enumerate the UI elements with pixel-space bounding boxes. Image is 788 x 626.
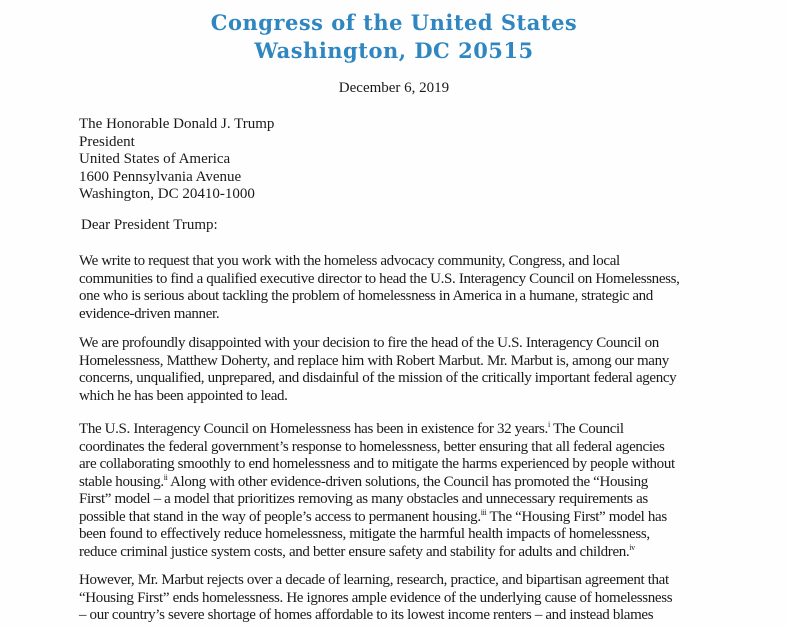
address-line: The Honorable Donald J. Trump (79, 116, 275, 132)
paragraph-1 (79, 253, 784, 323)
footnote-ref: iii (480, 507, 487, 517)
footnote-ref: iv (629, 542, 635, 552)
text-line: concerns, unqualified, unprepared, and disdainful of the mission of the critically important federal agency (79, 370, 677, 386)
text-line: evidence-driven manner. (79, 305, 220, 322)
text-line: been found to effectively reduce homelessness, mitigate the harmful health impacts of homelessness, (79, 526, 650, 542)
text-segment: stable housing. (79, 473, 164, 490)
recipient-address (79, 116, 274, 204)
text-line: We write to request that you work with the homeless advocacy community, Congress, and local (79, 253, 620, 269)
paragraph-3 (79, 421, 784, 561)
text-line (79, 421, 784, 439)
text-line: one who is serious about tackling the problem of homelessness in America in a humane, strategic and (79, 288, 653, 304)
text-segment: The Council (549, 421, 624, 437)
address-line: Washington, DC 20410-1000 (79, 186, 255, 202)
text-segment: possible that stand in the way of people’s access to permanent housing. (79, 508, 481, 525)
text-segment: The U.S. Interagency Council on Homelessness has been in existence for 32 years. (79, 421, 548, 437)
text-segment: reduce criminal justice system costs, and better ensure safety and stability for adults and children. (79, 543, 630, 560)
letter-date: December 6, 2019 (338, 80, 450, 96)
text-line: communities to find a qualified executive director to head the U.S. Interagency Council on Homelessness, (79, 270, 680, 287)
text-segment: The “Housing First” model has (486, 508, 667, 525)
paragraph-2 (79, 335, 784, 405)
address-line: 1600 Pennsylvania Avenue (79, 168, 242, 185)
text-line: are collaborating smoothly to end homelessness and to mitigate the harms experienced by people without (79, 456, 675, 472)
salutation: Dear President Trump: (81, 217, 218, 233)
address-line: President (79, 133, 135, 150)
text-line (79, 544, 784, 562)
footnote-ref: ii (163, 472, 168, 482)
letterhead-title: Congress of the United States (210, 10, 578, 35)
text-line: coordinates the federal government’s response to homelessness, better ensuring that all federal agencies (79, 438, 665, 455)
paragraph-4 (79, 572, 784, 625)
text-line: However, Mr. Marbut rejects over a decade of learning, research, practice, and bipartisan agreement that (79, 572, 669, 588)
text-line: We are profoundly disappointed with your decision to fire the head of the U.S. Interagency Council on (79, 335, 659, 351)
text-line: which he has been appointed to lead. (79, 387, 288, 404)
text-line: First” model – a model that prioritizes removing as many obstacles and unnecessary requirements as (79, 491, 648, 507)
text-line (79, 509, 784, 527)
text-line: “Housing First” ends homelessness. He ignores ample evidence of the underlying cause of homelessness (79, 589, 673, 606)
text-line: Homelessness, Matthew Doherty, and replace him with Robert Marbut. Mr. Marbut is, among our many (79, 352, 669, 369)
text-segment: Along with other evidence-driven solutions, the Council has promoted the “Housing (167, 473, 648, 490)
address-line: United States of America (79, 151, 231, 167)
text-line (79, 474, 784, 492)
letterhead-address: Washington, DC 20515 (254, 38, 534, 63)
footnote-ref: i (547, 420, 550, 429)
text-line: – our country’s severe shortage of homes affordable to its lowest income renters – and instead blames (79, 607, 654, 623)
